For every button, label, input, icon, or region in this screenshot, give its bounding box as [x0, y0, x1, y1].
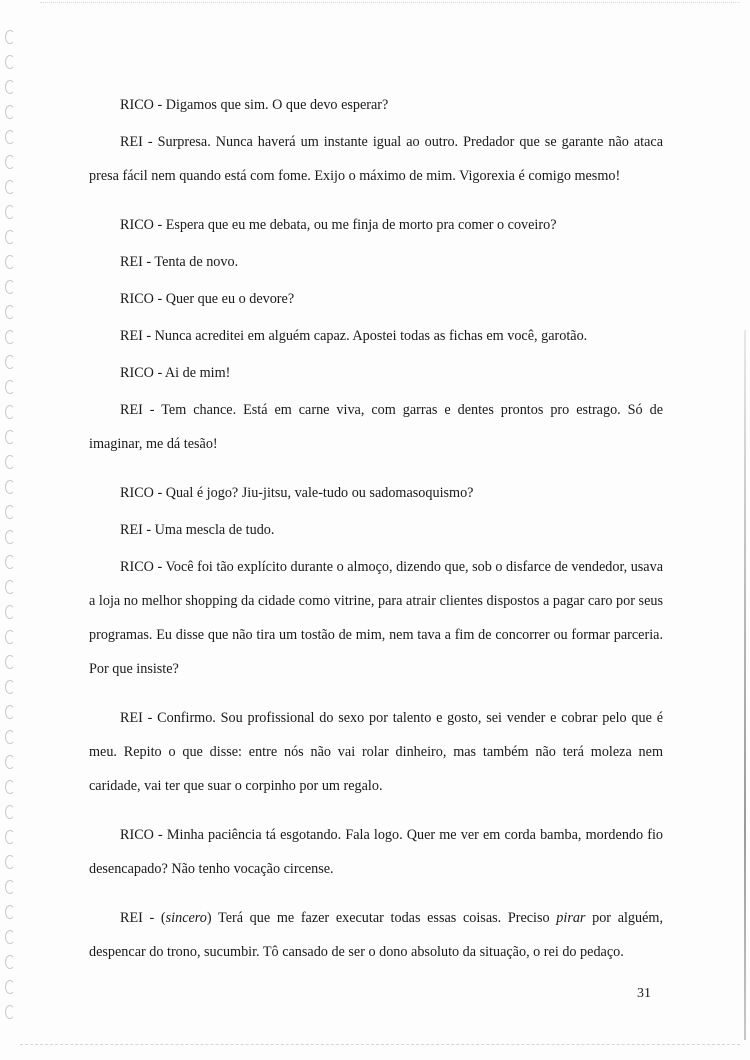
binding-hole [5, 880, 15, 894]
scan-bottom-edge [20, 1044, 740, 1046]
binding-hole [5, 155, 15, 169]
script-dialogue [89, 88, 663, 984]
binding-hole [5, 755, 15, 769]
binding-hole [5, 55, 15, 69]
dialogue-text: ) Terá que me fazer executar todas essas coisas. Preciso [206, 910, 557, 926]
binding-hole [5, 455, 15, 469]
binding-hole [5, 205, 15, 219]
binding-hole [5, 430, 15, 444]
binding-holes [2, 30, 20, 1060]
binding-hole [5, 230, 15, 244]
dialogue-line-p11 [89, 550, 663, 686]
binding-hole [5, 530, 15, 544]
dialogue-text: REI - Tem chance. Está em carne viva, com garras e dentes prontos pro estrago. Só de imaginar, me dá tesão! [89, 402, 663, 452]
binding-hole [5, 780, 15, 794]
stage-direction: pirar [556, 910, 586, 926]
dialogue-text: RICO - Qual é jogo? Jiu-jitsu, vale-tudo ou sadomasoquismo? [120, 485, 474, 501]
dialogue-text: RICO - Minha paciência tá esgotando. Fala logo. Quer me ver em corda bamba, mordendo fio desencapado? Não tenho vocação circense. [89, 827, 663, 877]
binding-hole [5, 580, 15, 594]
dialogue-line-p13 [89, 818, 663, 886]
dialogue-line-p2 [89, 125, 663, 193]
dialogue-text: por alguém, despencar do trono, sucumbir. Tô cansado de ser o dono absoluto da situação, o rei do pedaço. [89, 910, 663, 960]
dialogue-line-p12 [89, 701, 663, 803]
binding-hole [5, 405, 15, 419]
dialogue-line-p14 [89, 901, 663, 969]
binding-hole [5, 680, 15, 694]
binding-hole [5, 955, 15, 969]
binding-hole [5, 805, 15, 819]
binding-hole [5, 905, 15, 919]
binding-hole [5, 105, 15, 119]
binding-hole [5, 930, 15, 944]
dialogue-line-p6 [89, 319, 663, 353]
dialogue-line-p1 [89, 88, 663, 122]
binding-hole [5, 130, 15, 144]
binding-hole [5, 830, 15, 844]
dialogue-text: RICO - Você foi tão explícito durante o almoço, dizendo que, sob o disfarce de vendedor, usava a loja no melhor shopping da cidade como vitrine, para atrair clientes dispostos a pagar caro por seus programas. Eu disse que não tira um tostão de mim, nem tava a fim de concorrer ou formar parceria. Por que insiste? [89, 559, 663, 677]
binding-hole [5, 180, 15, 194]
dialogue-line-p3 [89, 208, 663, 242]
stage-direction: sincero [165, 910, 207, 926]
dialogue-text: REI - Confirmo. Sou profissional do sexo por talento e gosto, sei vender e cobrar pelo que é meu. Repito o que disse: entre nós não vai rolar dinheiro, mas também não terá moleza nem caridade, vai ter que suar o corpinho por um regalo. [89, 710, 663, 794]
binding-hole [5, 330, 15, 344]
dialogue-line-p7 [89, 356, 663, 390]
dialogue-text: RICO - Quer que eu o devore? [120, 291, 295, 307]
binding-hole [5, 255, 15, 269]
binding-hole [5, 980, 15, 994]
binding-hole [5, 80, 15, 94]
scan-right-edge [744, 330, 746, 1040]
dialogue-line-p8 [89, 393, 663, 461]
binding-hole [5, 730, 15, 744]
binding-hole [5, 355, 15, 369]
binding-hole [5, 380, 15, 394]
binding-hole [5, 480, 15, 494]
dialogue-text: REI - Nunca acreditei em alguém capaz. Apostei todas as fichas em você, garotão. [120, 328, 588, 344]
binding-hole [5, 305, 15, 319]
dialogue-text: RICO - Espera que eu me debata, ou me finja de morto pra comer o coveiro? [120, 217, 557, 233]
dialogue-text: RICO - Digamos que sim. O que devo esperar? [120, 97, 389, 113]
page-number: 31 [637, 986, 651, 1001]
dialogue-line-p5 [89, 282, 663, 316]
scan-top-edge [40, 2, 740, 4]
binding-hole [5, 655, 15, 669]
binding-hole [5, 280, 15, 294]
dialogue-line-p10 [89, 513, 663, 547]
dialogue-text: REI - ( [120, 910, 166, 926]
binding-hole [5, 555, 15, 569]
dialogue-line-p9 [89, 476, 663, 510]
binding-hole [5, 630, 15, 644]
dialogue-text: REI - Tenta de novo. [120, 254, 239, 270]
binding-hole [5, 505, 15, 519]
binding-hole [5, 605, 15, 619]
binding-hole [5, 30, 15, 44]
dialogue-text: RICO - Ai de mim! [120, 365, 231, 381]
dialogue-text: REI - Surpresa. Nunca haverá um instante igual ao outro. Predador que se garante não ataca presa fácil nem quando está com fome. Exijo o máximo de mim. Vigorexia é comigo mesmo! [89, 134, 663, 184]
dialogue-line-p4 [89, 245, 663, 279]
binding-hole [5, 705, 15, 719]
binding-hole [5, 1005, 15, 1019]
dialogue-text: REI - Uma mescla de tudo. [120, 522, 275, 538]
binding-hole [5, 855, 15, 869]
